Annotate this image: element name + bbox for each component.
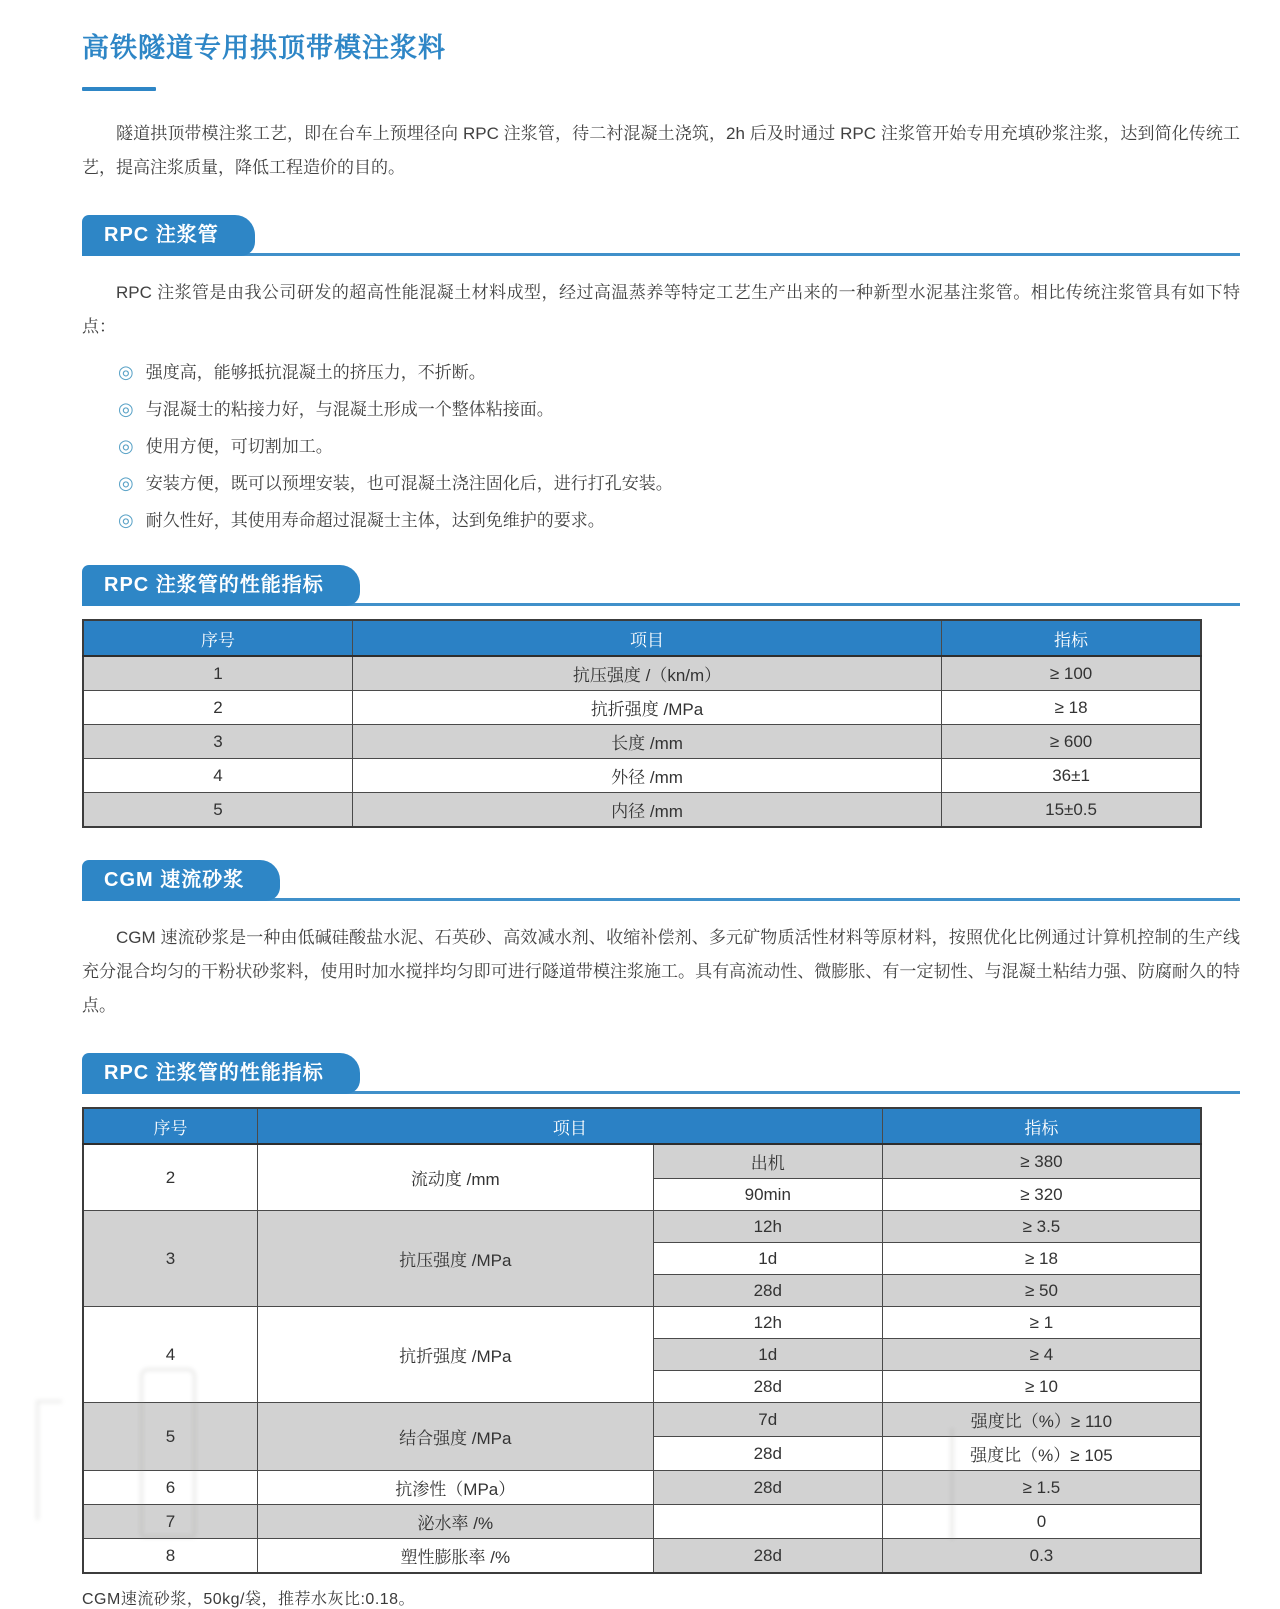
page-title: 高铁隧道专用拱顶带模注浆料 xyxy=(82,33,446,63)
table-header xyxy=(83,1108,1201,1144)
table-cell: 抗折强度 /MPa xyxy=(352,691,941,725)
row-number-cell: 8 xyxy=(83,1539,257,1574)
value-cell: ≥ 18 xyxy=(882,1243,1201,1275)
feature-item xyxy=(82,354,1240,391)
condition-cell: 出机 xyxy=(653,1144,882,1179)
rpc-pipe-paragraph: RPC 注浆管是由我公司研发的超高性能混凝土材料成型，经过高温蒸养等特定工艺生产出来的一种新型水泥基注浆管。相比传统注浆管具有如下特点： xyxy=(82,283,1240,336)
row-number-cell: 6 xyxy=(83,1471,257,1505)
feature-text: 强度高，能够抵抗混凝土的挤压力，不折断。 xyxy=(145,363,486,382)
table-footnote: CGM速流砂浆，50kg/袋，推荐水灰比:0.18。 xyxy=(82,1591,416,1608)
item-cell: 抗渗性（MPa） xyxy=(257,1471,653,1505)
table-row xyxy=(83,691,1201,725)
condition-cell: 28d xyxy=(653,1275,882,1307)
feature-item xyxy=(82,502,1240,539)
table-cell: 长度 /mm xyxy=(352,725,941,759)
feature-text: 安装方便，既可以预埋安装，也可混凝土浇注固化后，进行打孔安装。 xyxy=(145,474,673,493)
table-row xyxy=(83,1403,1201,1437)
item-cell: 塑性膨胀率 /% xyxy=(257,1539,653,1574)
banner-underline xyxy=(82,253,1240,256)
value-cell: ≥ 10 xyxy=(882,1371,1201,1403)
value-cell: 强度比（%）≥ 110 xyxy=(882,1403,1201,1437)
condition-cell: 7d xyxy=(653,1403,882,1437)
table-row xyxy=(83,793,1201,828)
section-banner-rpc-pipe xyxy=(82,215,1240,256)
table-row xyxy=(83,1505,1201,1539)
condition-cell: 1d xyxy=(653,1339,882,1371)
table-cell: 内径 /mm xyxy=(352,793,941,828)
table-header xyxy=(83,620,1201,656)
table-row xyxy=(83,1144,1201,1179)
section-banner-cgm xyxy=(82,860,1240,901)
feature-text: 与混凝士的粘接力好，与混凝土形成一个整体粘接面。 xyxy=(145,400,554,419)
rpc-feature-list xyxy=(82,354,1240,539)
value-cell: 0 xyxy=(882,1505,1201,1539)
item-cell: 泌水率 /% xyxy=(257,1505,653,1539)
column-header-item: 项目 xyxy=(352,620,941,656)
column-header-item: 项目 xyxy=(257,1108,882,1144)
bullet-icon: ◎ xyxy=(118,473,134,493)
table-row xyxy=(83,1471,1201,1505)
table-row xyxy=(83,1539,1201,1574)
feature-item xyxy=(82,428,1240,465)
table-row xyxy=(83,759,1201,793)
table-cell: 3 xyxy=(83,725,352,759)
table-cell: 5 xyxy=(83,793,352,828)
section-heading: RPC 注浆管的性能指标 xyxy=(82,1053,360,1094)
item-cell: 抗折强度 /MPa xyxy=(257,1307,653,1403)
value-cell: ≥ 50 xyxy=(882,1275,1201,1307)
section-heading: RPC 注浆管的性能指标 xyxy=(82,565,360,606)
cgm-spec-table xyxy=(82,1107,1202,1574)
feature-text: 耐久性好，其使用寿命超过混凝士主体，达到免维护的要求。 xyxy=(145,511,605,530)
bullet-icon: ◎ xyxy=(118,436,134,456)
value-cell: ≥ 1.5 xyxy=(882,1471,1201,1505)
condition-cell: 28d xyxy=(653,1471,882,1505)
table-cell: 15±0.5 xyxy=(942,793,1201,828)
condition-cell: 28d xyxy=(653,1437,882,1471)
condition-cell xyxy=(653,1505,882,1539)
section-heading: CGM 速流砂浆 xyxy=(82,860,280,901)
table-cell: 36±1 xyxy=(942,759,1201,793)
row-number-cell: 2 xyxy=(83,1144,257,1211)
table-cell: ≥ 100 xyxy=(942,656,1201,691)
row-number-cell: 3 xyxy=(83,1211,257,1307)
column-header-no: 序号 xyxy=(83,1108,257,1144)
condition-cell: 1d xyxy=(653,1243,882,1275)
row-number-cell: 5 xyxy=(83,1403,257,1471)
section-banner-cgm-specs xyxy=(82,1053,1240,1094)
table-cell: 2 xyxy=(83,691,352,725)
feature-item xyxy=(82,391,1240,428)
condition-cell: 12h xyxy=(653,1307,882,1339)
item-cell: 流动度 /mm xyxy=(257,1144,653,1211)
column-header-index: 指标 xyxy=(942,620,1201,656)
table-row xyxy=(83,1307,1201,1339)
condition-cell: 28d xyxy=(653,1371,882,1403)
cgm-table-body xyxy=(83,1144,1201,1573)
title-underline xyxy=(82,87,156,91)
value-cell: 强度比（%）≥ 105 xyxy=(882,1437,1201,1471)
row-number-cell: 7 xyxy=(83,1505,257,1539)
table-row xyxy=(83,1211,1201,1243)
table-row xyxy=(83,725,1201,759)
table-cell: 4 xyxy=(83,759,352,793)
table-cell: 外径 /mm xyxy=(352,759,941,793)
table-cell: ≥ 600 xyxy=(942,725,1201,759)
item-cell: 抗压强度 /MPa xyxy=(257,1211,653,1307)
rpc-spec-table xyxy=(82,619,1202,828)
table-row xyxy=(83,656,1201,691)
item-cell: 结合强度 /MPa xyxy=(257,1403,653,1471)
value-cell: ≥ 3.5 xyxy=(882,1211,1201,1243)
value-cell: ≥ 1 xyxy=(882,1307,1201,1339)
bullet-icon: ◎ xyxy=(118,362,134,382)
table-cell: ≥ 18 xyxy=(942,691,1201,725)
cgm-paragraph: CGM 速流砂浆是一种由低碱硅酸盐水泥、石英砂、高效减水剂、收缩补偿剂、多元矿物质活性材料等原材料，按照优化比例通过计算机控制的生产线充分混合均匀的干粉状砂浆料，使用时加水搅拌均匀即可进行隧道带模注浆施工。具有高流动性、微膨胀、有一定韧性、与混凝土粘结力强、防腐耐久的特点。 xyxy=(82,928,1240,1015)
row-number-cell: 4 xyxy=(83,1307,257,1403)
section-banner-rpc-specs xyxy=(82,565,1240,606)
bullet-icon: ◎ xyxy=(118,399,134,419)
condition-cell: 28d xyxy=(653,1539,882,1574)
feature-item xyxy=(82,465,1240,502)
value-cell: ≥ 380 xyxy=(882,1144,1201,1179)
column-header-no: 序号 xyxy=(83,620,352,656)
rpc-table-body xyxy=(83,656,1201,827)
value-cell: 0.3 xyxy=(882,1539,1201,1574)
table-cell: 1 xyxy=(83,656,352,691)
column-header-index: 指标 xyxy=(882,1108,1201,1144)
section-heading: RPC 注浆管 xyxy=(82,215,255,256)
condition-cell: 90min xyxy=(653,1179,882,1211)
condition-cell: 12h xyxy=(653,1211,882,1243)
intro-paragraph: 隧道拱顶带模注浆工艺，即在台车上预埋径向 RPC 注浆管，待二衬混凝土浇筑，2h 后及时通过 RPC 注浆管开始专用充填砂浆注浆，达到简化传统工艺，提高注浆质量，降低工程造价的目的。 xyxy=(82,124,1240,177)
table-cell: 抗压强度 /（kn/m） xyxy=(352,656,941,691)
value-cell: ≥ 320 xyxy=(882,1179,1201,1211)
feature-text: 使用方便，可切割加工。 xyxy=(145,437,333,456)
value-cell: ≥ 4 xyxy=(882,1339,1201,1371)
bullet-icon: ◎ xyxy=(118,510,134,530)
